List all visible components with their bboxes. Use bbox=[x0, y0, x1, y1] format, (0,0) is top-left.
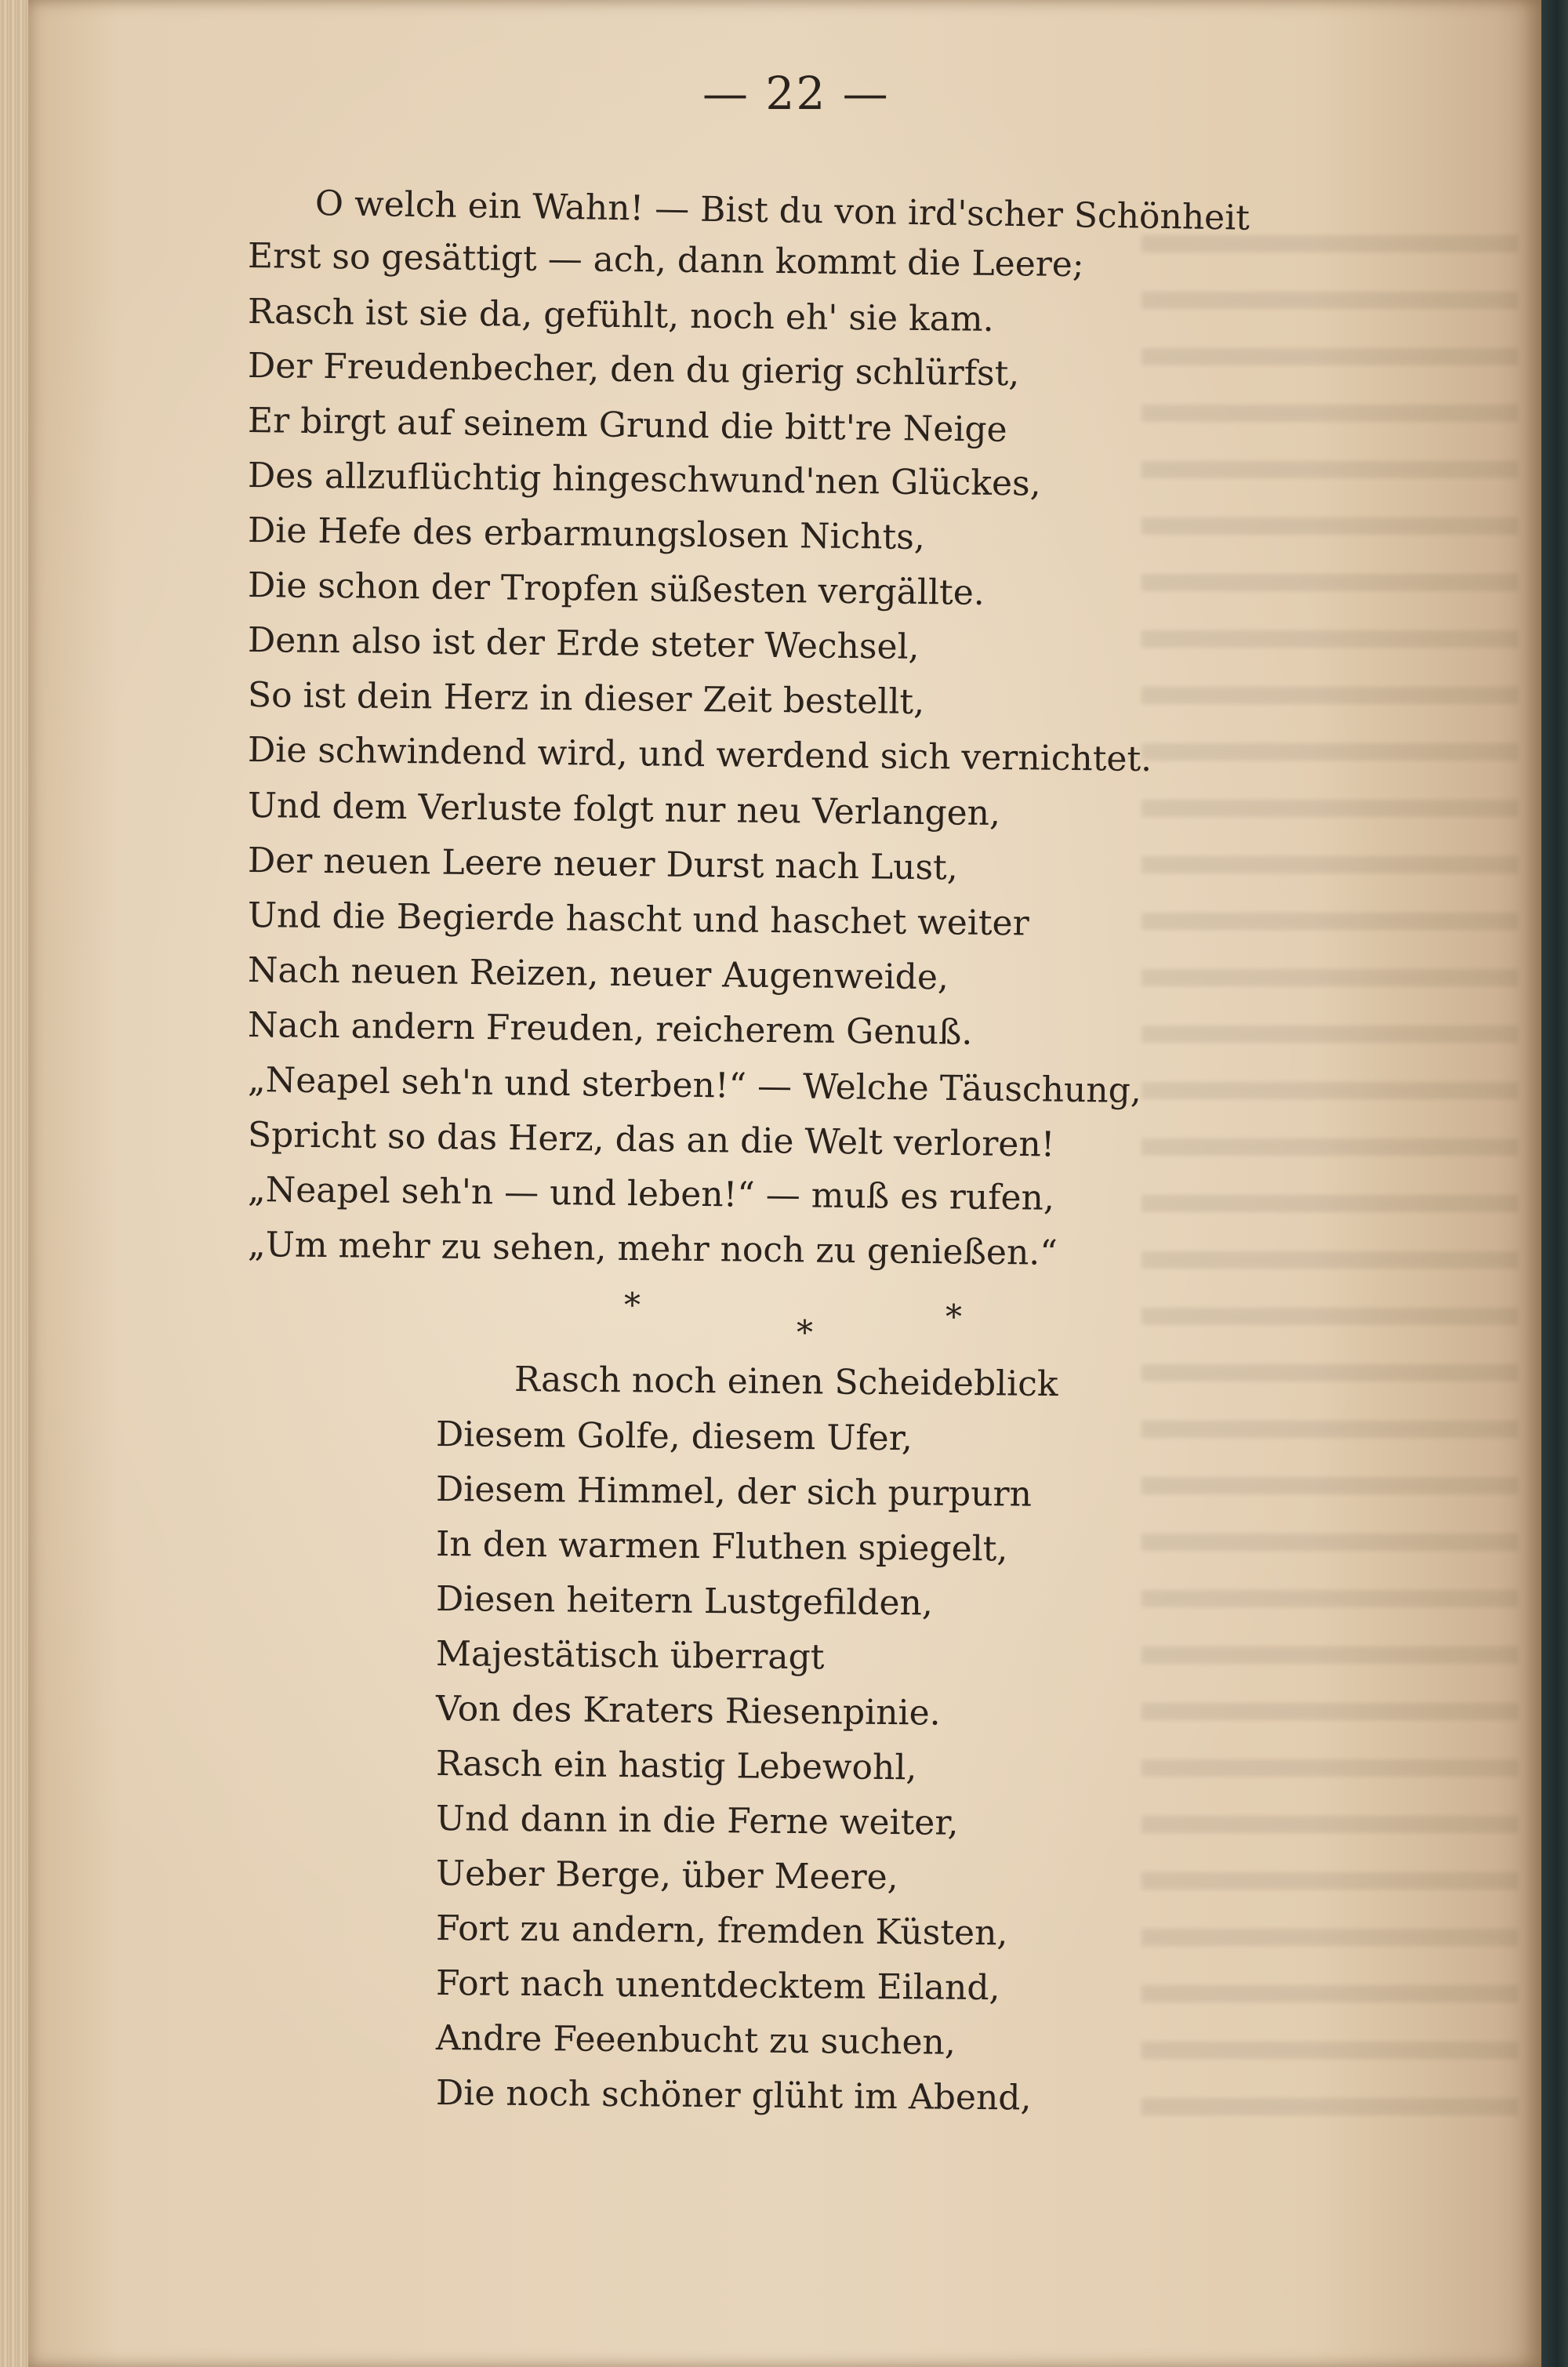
verse-line: „Neapel seh'n und sterben!“ — Welche Täuschung, bbox=[247, 1060, 1142, 1111]
verse-line: „Um mehr zu sehen, mehr noch zu genießen.“ bbox=[247, 1225, 1058, 1273]
verse-line: Erst so gesättigt — ach, dann kommt die Leere; bbox=[247, 236, 1084, 285]
bleed-through-text bbox=[1142, 235, 1518, 2117]
verse-line: Fort nach unentdecktem Eiland, bbox=[435, 1963, 1000, 2009]
verse-line: O welch ein Wahn! — Bist du von ird'scher Schönheit bbox=[314, 183, 1250, 238]
verse-line: Andre Feeenbucht zu suchen, bbox=[435, 2018, 956, 2063]
verse-line: Die schon der Tropfen süßesten vergällte. bbox=[247, 565, 985, 613]
verse-line: Der neuen Leere neuer Durst nach Lust, bbox=[247, 840, 959, 888]
verse-line: Rasch noch einen Scheideblick bbox=[514, 1360, 1058, 1405]
verse-line: Und die Begierde hascht und haschet weiter bbox=[247, 895, 1029, 944]
verse-line: Diesem Himmel, der sich purpurn bbox=[435, 1469, 1033, 1515]
verse-line: Die schwindend wird, und werdend sich vernichtet. bbox=[247, 730, 1152, 780]
verse-line: In den warmen Fluthen spiegelt, bbox=[435, 1524, 1008, 1570]
book-page bbox=[28, 0, 1541, 2367]
verse-line: So ist dein Herz in dieser Zeit bestellt, bbox=[247, 675, 925, 723]
verse-line: Nach neuen Reizen, neuer Augenweide, bbox=[247, 950, 949, 998]
verse-line: Spricht so das Herz, das an die Welt verloren! bbox=[247, 1115, 1055, 1165]
verse-line: Nach andern Freuden, reicherem Genuß. bbox=[247, 1005, 973, 1053]
verse-line: Rasch ein hastig Lebewohl, bbox=[435, 1744, 917, 1788]
verse-line: Des allzuflüchtig hingeschwund'nen Glückes, bbox=[247, 456, 1041, 504]
verse-line: Diesen heitern Lustgefilden, bbox=[435, 1579, 934, 1624]
verse-line: Denn also ist der Erde steter Wechsel, bbox=[247, 620, 920, 667]
separator-asterisk: * bbox=[624, 1286, 641, 1324]
verse-line: Und dann in die Ferne weiter, bbox=[435, 1799, 959, 1843]
verse-line: Und dem Verluste folgt nur neu Verlangen, bbox=[247, 786, 1001, 834]
book-spine bbox=[1541, 0, 1568, 2367]
verse-line: Er birgt auf seinem Grund die bitt're Neige bbox=[247, 401, 1007, 450]
verse-line: Diesem Golfe, diesem Ufer, bbox=[435, 1414, 913, 1459]
verse-line: Der Freudenbecher, den du gierig schlürfst, bbox=[247, 346, 1020, 394]
verse-line: Die Hefe des erbarmungslosen Nichts, bbox=[247, 510, 926, 558]
verse-line: Majestätisch überragt bbox=[435, 1634, 825, 1678]
verse-line: Von des Kraters Riesenpinie. bbox=[435, 1689, 941, 1734]
verse-line: Fort zu andern, fremden Küsten, bbox=[435, 1908, 1008, 1954]
verse-line: Die noch schöner glüht im Abend, bbox=[435, 2073, 1032, 2118]
separator-asterisk: * bbox=[797, 1313, 813, 1352]
verse-line: Rasch ist sie da, gefühlt, noch eh' sie kam. bbox=[247, 292, 994, 339]
separator-asterisk: * bbox=[946, 1298, 962, 1336]
page-number: — 22 — bbox=[702, 67, 890, 120]
verse-line: „Neapel seh'n — und leben!“ — muß es rufen, bbox=[247, 1170, 1055, 1218]
verse-line: Ueber Berge, über Meere, bbox=[435, 1853, 898, 1898]
